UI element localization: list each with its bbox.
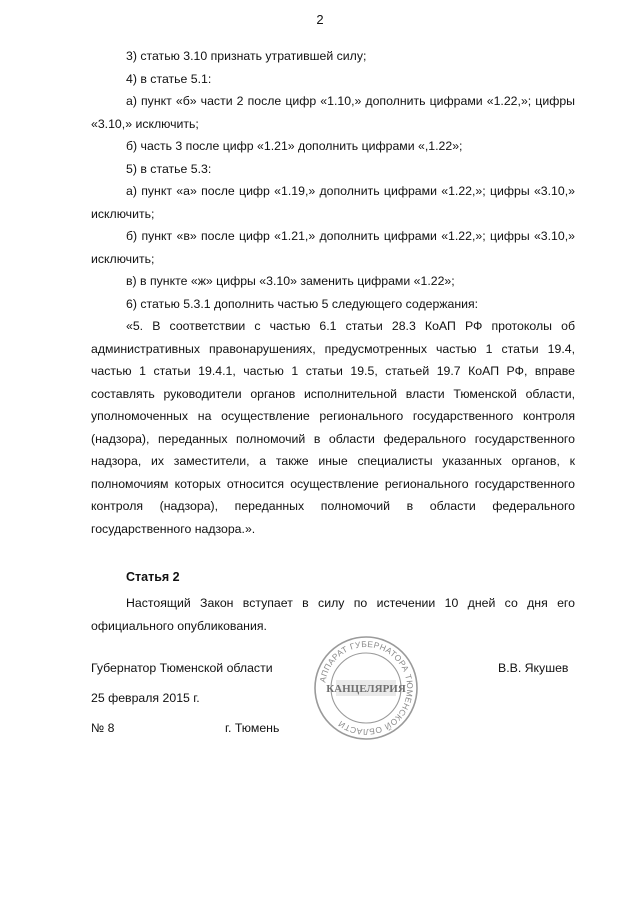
paragraph: 3) статью 3.10 признать утратившей силу; [126, 49, 367, 63]
signer-name: В.В. Якушев [498, 661, 569, 675]
article-heading: Статья 2 [126, 570, 180, 584]
paragraph: в) в пункте «ж» цифры «3.10» заменить цифрами «1.22»; [126, 274, 455, 288]
paragraph: б) пункт «в» после цифр «1.21,» дополнить цифрами «1.22,»; цифры «3.10,» исключить; [91, 229, 575, 266]
governor-title: Губернатор Тюменской области [91, 661, 273, 675]
paragraph: 6) статью 5.3.1 дополнить частью 5 следующего содержания: [126, 296, 479, 311]
stamp-ring-text: АППАРАТ ГУБЕРНАТОРА ТЮМЕНСКОЙ ОБЛАСТИ [317, 638, 416, 738]
law-number: № 8 [91, 721, 115, 735]
quoted-part-5: «5. В соответствии с частью 6.1 статьи 28.3 КоАП РФ протоколы об административных правонарушениях, предусмотренных частью 1 статьи 19.4, частью 1 статьи 19.4.1, частью 1 статьи 19.5, статьей 19.7 КоАП РФ, вправе составлять руководители органов исполнительной власти Тюменской области, уполномоченных на осуществление регионального государственного контроля (надзора), переданных полномочий в области федерального государственного надзора, их заместители, а также иные специалисты указанных органов, к полномочиям которых относится осуществление регионального государственного контроля (надзора), переданных полномочий в области федерального государственного надзора.». [91, 319, 575, 536]
paragraph: 5) в статье 5.3: [126, 161, 212, 176]
official-stamp [312, 634, 420, 742]
stamp-center-text: КАНЦЕЛЯРИЯ [326, 683, 406, 695]
article-2-body [91, 592, 575, 637]
paragraph: б) часть 3 после цифр «1.21» дополнить цифрами «,1.22»; [126, 139, 463, 153]
article-text: Настоящий Закон вступает в силу по истечении 10 дней со дня его официального опубликования. [91, 596, 575, 633]
signing-date: 25 февраля 2015 г. [91, 691, 200, 705]
amendments-body [91, 45, 575, 540]
page-number: 2 [316, 12, 324, 27]
paragraph: а) пункт «б» части 2 после цифр «1.10,» дополнить цифрами «1.22,»; цифры «3.10,» исключить; [91, 94, 575, 131]
paragraph: а) пункт «а» после цифр «1.19,» дополнить цифрами «1.22,»; цифры «3.10,» исключить; [91, 184, 575, 221]
city: г. Тюмень [225, 721, 280, 735]
paragraph: 4) в статье 5.1: [126, 71, 212, 86]
